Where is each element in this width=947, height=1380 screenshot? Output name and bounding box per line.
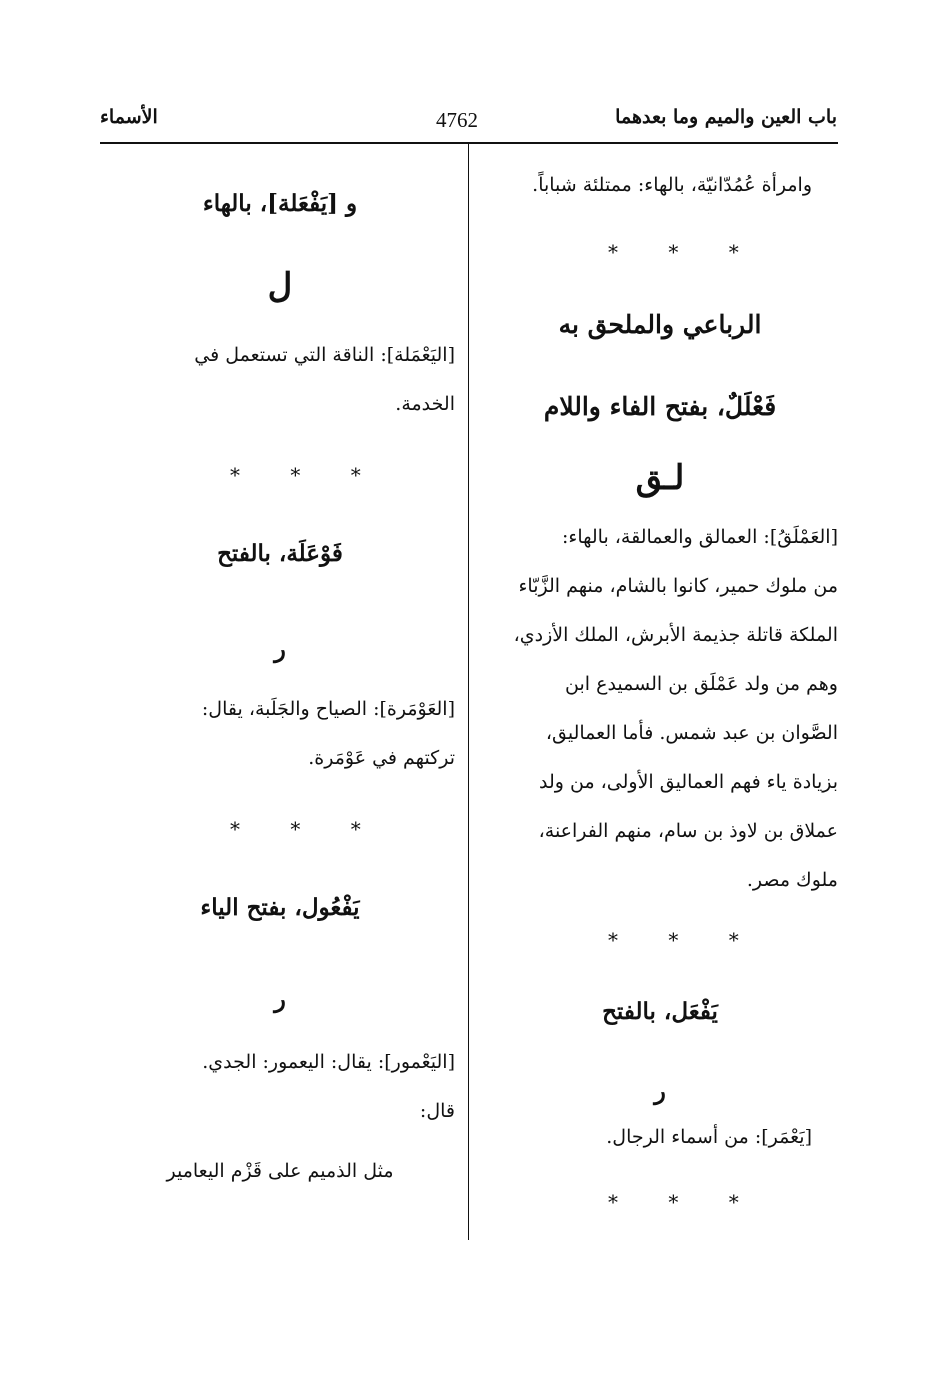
column-divider bbox=[468, 144, 469, 1240]
root-letters: لـق bbox=[635, 458, 685, 498]
entry-line: [اليَعْمَلة]: الناقة التي تستعمل في bbox=[194, 344, 455, 366]
poetry-verse: مثل الذميم على قَزْم اليعامير bbox=[166, 1160, 394, 1182]
entry-line: بزيادة ياء فهم العماليق الأولى، من ولد bbox=[539, 771, 838, 793]
entry-line: قال: bbox=[419, 1100, 455, 1122]
pattern-heading: يَفْعَل، بالفتح bbox=[602, 998, 718, 1025]
awmara-entry bbox=[100, 685, 455, 783]
root-letters: ر bbox=[654, 1076, 666, 1105]
separator-stars: * * * bbox=[608, 240, 761, 264]
root-letters: ر bbox=[274, 984, 286, 1013]
entry-line: تركتهم في عَوْمَرة. bbox=[308, 747, 455, 769]
entry-line: من ملوك حمير، كانوا بالشام، منهم الزَّبّاء bbox=[518, 575, 838, 597]
separator-stars: * * * bbox=[230, 817, 383, 841]
entry-line: الصَّوان بن عبد شمس. فأما العماليق، bbox=[545, 722, 838, 744]
root-letters: ر bbox=[274, 634, 286, 663]
page-number: 4762 bbox=[436, 108, 478, 132]
entry-line: وهم من ولد عَمْلَق بن السميدع ابن bbox=[565, 673, 838, 695]
header-rule bbox=[100, 142, 838, 144]
pattern-heading: و [يَفْعَلة]، بالهاء bbox=[202, 190, 358, 217]
pattern-heading: فَوْعَلَة، بالفتح bbox=[217, 540, 343, 567]
yamar-entry: [يَعْمَر]: من أسماء الرجال. bbox=[606, 1126, 812, 1148]
entry-line: [العَوْمَرة]: الصياح والجَلَبة، يقال: bbox=[201, 698, 455, 720]
entry-line: [العَمْلَقُ]: العمالق والعمالقة، بالهاء: bbox=[562, 526, 838, 548]
entry-line: ملوك مصر. bbox=[746, 869, 838, 891]
pattern-heading: فَعْلَلٌ، بفتح الفاء واللام bbox=[543, 392, 777, 421]
entry-line: [اليَعْمور]: يقال: اليعمور: الجدي. bbox=[202, 1051, 455, 1073]
root-letters: ل bbox=[267, 266, 293, 306]
running-header-chapter: باب العين والميم وما بعدهما bbox=[615, 106, 837, 128]
separator-stars: * * * bbox=[608, 1190, 761, 1214]
yamala-entry bbox=[100, 331, 455, 429]
intro-line: وامرأة عُمُدّانيّة، بالهاء: ممتلئة شباباً. bbox=[532, 174, 812, 196]
entry-line: الخدمة. bbox=[395, 393, 455, 415]
yamur-entry bbox=[100, 1038, 455, 1136]
amalaq-entry bbox=[484, 513, 838, 905]
separator-stars: * * * bbox=[230, 463, 383, 487]
running-header-section: الأسماء bbox=[100, 106, 158, 128]
entry-line: الملكة قاتلة جذيمة الأبرش، الملك الأزدي، bbox=[513, 624, 838, 646]
entry-line: عملاق بن لاوذ بن سام، منهم الفراعنة، bbox=[538, 820, 838, 842]
section-heading: الرباعي والملحق به bbox=[558, 310, 762, 339]
separator-stars: * * * bbox=[608, 928, 761, 952]
pattern-heading: يَفْعُول، بفتح الياء bbox=[200, 894, 360, 921]
